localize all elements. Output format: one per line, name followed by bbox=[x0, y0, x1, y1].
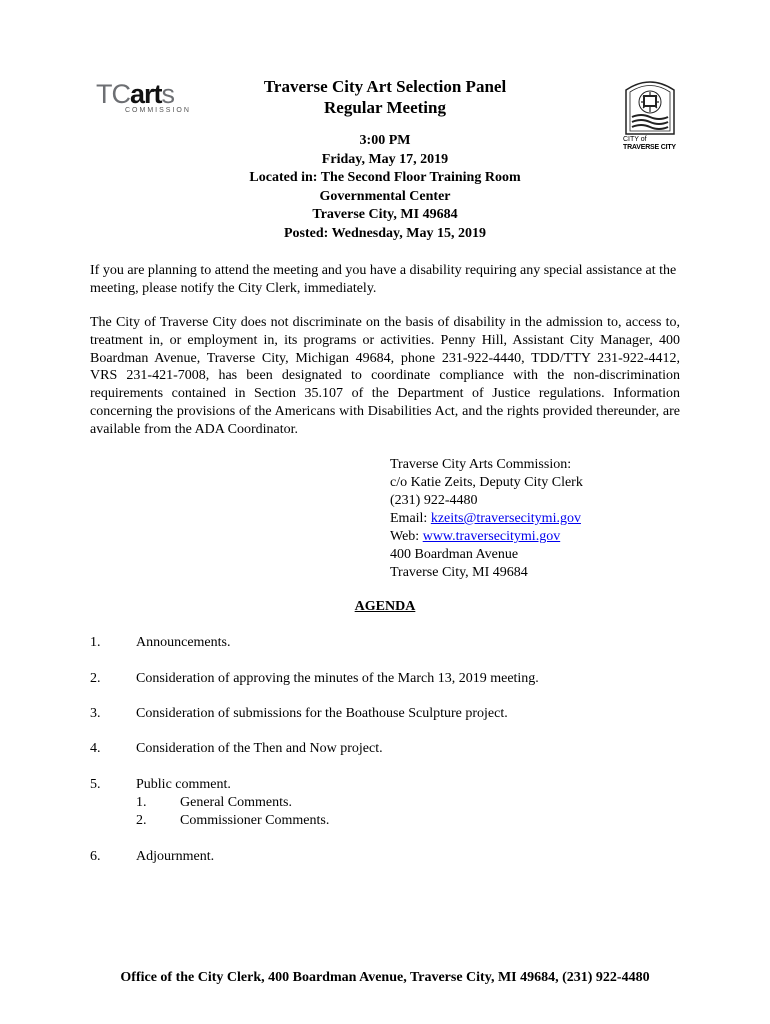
meeting-title: Traverse City Art Selection Panel bbox=[263, 77, 507, 96]
contact-street: 400 Boardman Avenue bbox=[390, 547, 519, 562]
meeting-date: Friday, May 17, 2019 bbox=[321, 151, 449, 167]
web-label: Web: bbox=[390, 529, 423, 544]
meeting-time: 3:00 PM bbox=[359, 133, 411, 148]
agenda-item-number: 5. bbox=[90, 777, 101, 792]
assistance-notice: If you are planning to attend the meeting and you have a disability requiring any special assistance at the meeting, please notify the City Clerk, immediately. bbox=[90, 263, 677, 296]
agenda-item-number: 1. bbox=[90, 635, 101, 650]
agenda-subitem-text: General Comments. bbox=[180, 795, 292, 810]
meeting-city: Traverse City, MI 49684 bbox=[312, 207, 458, 222]
contact-block bbox=[390, 456, 583, 582]
agenda-subitem-number: 2. bbox=[136, 813, 147, 828]
agenda-item-text: Adjournment. bbox=[136, 849, 215, 864]
email-link[interactable]: kzeits@traversecitymi.gov bbox=[430, 511, 581, 526]
meeting-location: Located in: The Second Floor Training Room bbox=[249, 170, 521, 185]
city-seal-label-1: CITY of bbox=[623, 136, 647, 143]
contact-city: Traverse City, MI 49684 bbox=[390, 565, 528, 580]
agenda-item-text: Consideration of the Then and Now project. bbox=[136, 741, 383, 756]
contact-phone: (231) 922-4480 bbox=[390, 493, 478, 508]
logo-commission: COMMISSION bbox=[125, 107, 191, 114]
agenda-item-number: 4. bbox=[90, 741, 101, 756]
logo-tc: TC bbox=[96, 79, 130, 109]
city-of-traverse-city-seal bbox=[622, 76, 678, 156]
contact-web-row bbox=[390, 528, 583, 546]
agenda-item-text: Consideration of submissions for the Boathouse Sculpture project. bbox=[136, 706, 508, 721]
logo-arts: art bbox=[130, 79, 162, 109]
meeting-details bbox=[180, 132, 590, 243]
posted-date: Posted: Wednesday, May 15, 2019 bbox=[284, 225, 486, 241]
agenda-item-text: Public comment. bbox=[136, 777, 231, 792]
contact-attn: c/o Katie Zeits, Deputy City Clerk bbox=[390, 475, 583, 490]
meeting-header bbox=[180, 76, 590, 243]
nondiscrimination-notice: The City of Traverse City does not discriminate on the basis of disability in the admission to, access to, treatment in, or employment in, its programs or activities. Penny Hill, Assistant City Manager, 400 Boardman Avenue, Traverse City, Michigan 49684, phone 231-922-4440, TDD/TTY 231-922-4412, VRS 231-421-7008, has been designated to coordinate compliance with the non-discrimination requirements contained in Section 35.107 of the Department of Justice regulations. Information concerning the provisions of the Americans with Disabilities Act, and the rights provided thereunder, are available from the ADA Coordinator. bbox=[90, 315, 680, 437]
agenda-subitem-number: 1. bbox=[136, 795, 147, 810]
agenda-item-text: Announcements. bbox=[136, 635, 231, 650]
agenda-item-text: Consideration of approving the minutes of the March 13, 2019 meeting. bbox=[136, 671, 539, 686]
email-label: Email: bbox=[390, 511, 431, 526]
city-seal-label-2: TRAVERSE CITY bbox=[623, 144, 676, 151]
page-footer: Office of the City Clerk, 400 Boardman Avenue, Traverse City, MI 49684, (231) 922-4480 bbox=[120, 970, 650, 985]
contact-email-row bbox=[390, 510, 583, 528]
logo-s: s bbox=[161, 79, 175, 109]
agenda-item-number: 3. bbox=[90, 706, 101, 721]
contact-org: Traverse City Arts Commission: bbox=[390, 457, 572, 472]
web-link[interactable]: www.traversecitymi.gov bbox=[422, 529, 561, 544]
meeting-building: Governmental Center bbox=[319, 188, 451, 204]
city-seal-icon bbox=[622, 76, 678, 136]
meeting-subtitle: Regular Meeting bbox=[324, 98, 446, 117]
agenda-item-number: 2. bbox=[90, 671, 101, 686]
agenda-item-number: 6. bbox=[90, 849, 101, 864]
agenda-title: AGENDA bbox=[354, 599, 416, 614]
agenda-subitem-text: Commissioner Comments. bbox=[180, 813, 330, 828]
